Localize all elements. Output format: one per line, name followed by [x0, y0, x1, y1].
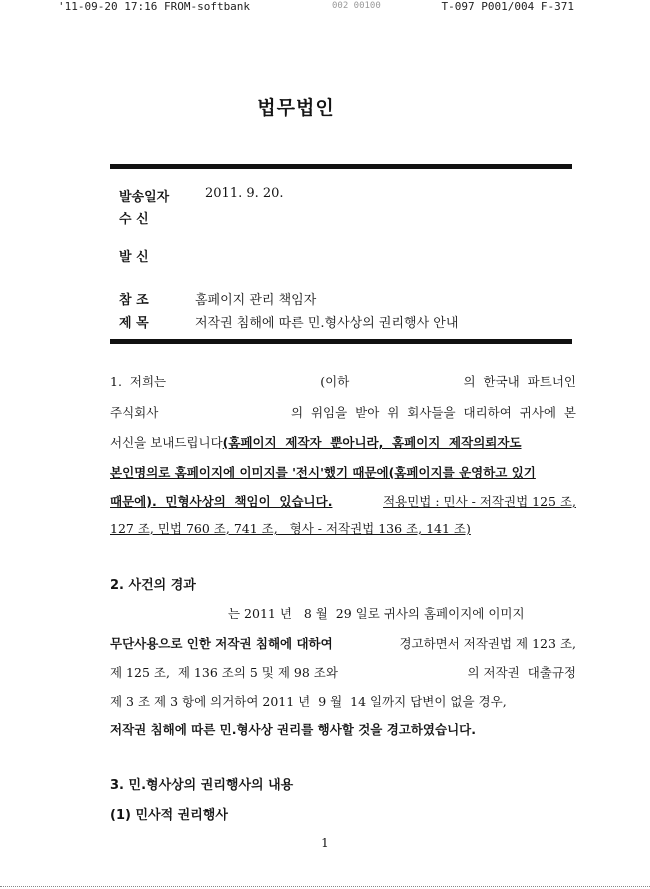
- section1-line-6-a: 127 조, 민법 760 조, 741 조,: [110, 521, 278, 536]
- header-top-rule: [110, 164, 572, 169]
- subject-row: [119, 312, 459, 331]
- sender-label: 발 신: [119, 250, 149, 265]
- section2-line-1: [110, 604, 576, 622]
- date-row: [119, 186, 284, 205]
- section3-heading: 3. 민.형사상의 권리행사의 내용: [110, 778, 294, 793]
- section2-line-4: [110, 692, 576, 710]
- reference-label: 참 조: [119, 293, 149, 308]
- section2-line-4-a: 제 3 조 제 3 항에 의거하여 2011 년 9 월 14 일까지 답변이 없을 경우,: [110, 694, 507, 709]
- header-bottom-rule: [110, 339, 572, 344]
- section1-line-5: [110, 492, 576, 510]
- section1-line-2: [110, 403, 576, 421]
- section1-line-1-a: 1. 저희는: [110, 374, 167, 389]
- fax-bottom-edge: [0, 886, 650, 887]
- section1-line-1: [110, 372, 576, 390]
- fax-header-right: T-097 P001/004 F-371: [441, 0, 574, 13]
- section1-line-5-a: 때문에). 민형사상의 책임이 있습니다.: [110, 494, 333, 509]
- document-title: 법무법인: [257, 97, 335, 119]
- section2-line-3-b: 의 저작권 대출규정: [467, 665, 576, 680]
- section3-subheading: (1) 민사적 권리행사: [110, 808, 228, 823]
- section1-line-4-a: 본인명의로 홈페이지에 이미지를 '전시'했기 때문에(홈페이지를 운영하고 있기: [110, 465, 536, 480]
- section2-line-1-a: 는 2011 년 8 월 29 일로 귀사의 홈페이지에 이미지: [228, 606, 525, 621]
- subject-label: 제 목: [119, 316, 149, 331]
- reference-row: [119, 289, 317, 308]
- date-value: 2011. 9. 20.: [205, 186, 284, 201]
- section1-line-2-a: 주식회사: [110, 405, 159, 420]
- fax-header-left: '11-09-20 17:16 FROM-softbank: [58, 0, 251, 13]
- section1-line-3: [110, 433, 576, 451]
- section2-line-5: [110, 720, 576, 738]
- section1-line-3-a: 서신을 보내드립니다: [110, 435, 223, 450]
- section2-line-2-a: 무단사용으로 인한 저작권 침해에 대하여: [110, 636, 333, 651]
- section1-line-3-b: (홈페이지 제작자 뿐아니라, 홈페이지 제작의뢰자도: [222, 435, 522, 450]
- section2-line-5-a: 저작권 침해에 따른 민.형사상 권리를 행사할 것을 경고하였습니다.: [110, 722, 476, 737]
- page-number: 1: [321, 836, 329, 850]
- fax-header-middle: 002 00100: [332, 1, 381, 11]
- date-label: 발송일자: [119, 190, 170, 205]
- section2-heading: 2. 사건의 경과: [110, 578, 196, 593]
- section1-line-6-b: 형사 - 저작권법 136 조, 141 조): [277, 521, 471, 536]
- recipient-row: [119, 208, 149, 227]
- section1-line-2-b: 의 위임을 받아 위 회사들을 대리하여 귀사에 본: [290, 405, 576, 420]
- section1-line-5-b: 적용민법 : 민사 - 저작권법 125 조,: [383, 494, 576, 509]
- sender-row: [119, 246, 149, 265]
- subject-value: 저작권 침해에 따른 민.형사상의 권리행사 안내: [195, 316, 459, 331]
- section2-line-2-b: 경고하면서 저작권법 제 123 조,: [399, 636, 576, 651]
- section1-line-1-b: (이하: [320, 374, 350, 389]
- reference-value: 홈페이지 관리 책임자: [195, 293, 317, 308]
- section1-line-4: [110, 463, 576, 481]
- section2-line-2: [110, 634, 576, 652]
- section2-line-3-a: 제 125 조, 제 136 조의 5 및 제 98 조와: [110, 665, 338, 680]
- section1-line-1-c: 의 한국내 파트너인: [463, 374, 576, 389]
- recipient-label: 수 신: [119, 212, 149, 227]
- section1-line-6: [110, 519, 576, 537]
- section2-line-3: [110, 663, 576, 681]
